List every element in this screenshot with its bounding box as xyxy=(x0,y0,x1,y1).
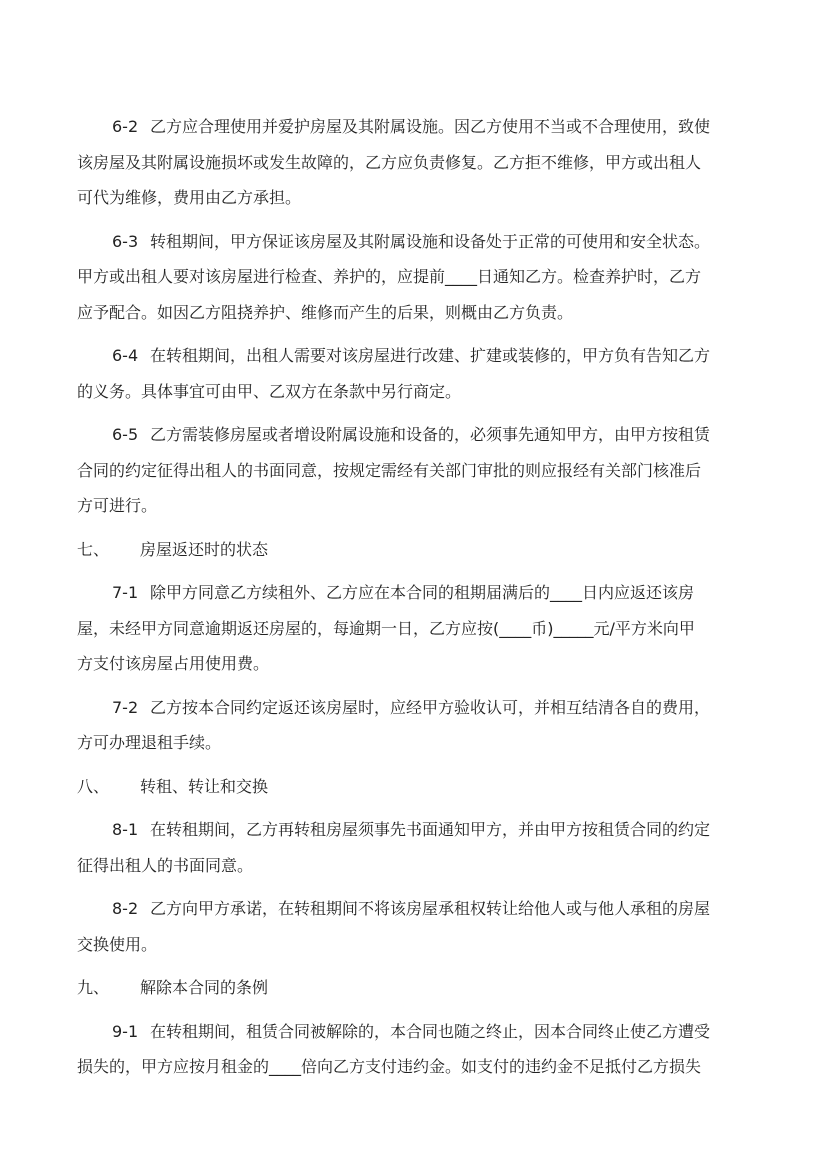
clause-text: 乙方按本合同约定返还该房屋时，应经甲方验收认可，并相互结清各自的费用， xyxy=(150,697,711,717)
clause-number: 7-1 xyxy=(112,583,139,602)
clause-text: 合同的约定征得出租人的书面同意，按规定需经有关部门审批的则应报经有关部门核准后 xyxy=(77,460,702,480)
section-title: 转租、转让和交换 xyxy=(140,776,269,796)
section-number: 七、 xyxy=(77,539,110,559)
clause-text: 方支付该房屋占用使用费。 xyxy=(77,654,270,673)
clause-line xyxy=(77,381,757,403)
clause-first-line xyxy=(112,697,757,719)
clause-text: 乙方应合理使用并爱护房屋及其附属设施。因乙方使用不当或不合理使用，致使 xyxy=(150,117,711,136)
section-number: 九、 xyxy=(77,978,110,997)
clause-number: 6-2 xyxy=(112,117,139,136)
clause-number: 8-2 xyxy=(112,899,139,918)
clause-text: 的义务。具体事宜可由甲、乙双方在条款中另行商定。 xyxy=(77,381,462,401)
clause-text: 乙方需装修房屋或者增设附属设施和设备的，必须事先通知甲方，由甲方按租赁 xyxy=(150,425,711,444)
clause-text: 屋，未经甲方同意逾期返还房屋的，每逾期一日，乙方应按(____币)_____元/平方米向甲 xyxy=(77,618,695,638)
clause-text: 损失的，甲方应按月租金的____倍向乙方支付违约金。如支付的违约金不足抵付乙方损失 xyxy=(77,1057,702,1076)
clause-line xyxy=(77,855,757,877)
clause-text: 方可办理退租手续。 xyxy=(77,733,222,752)
clause-line xyxy=(77,460,757,482)
clause-number: 6-4 xyxy=(112,346,139,365)
clause-line xyxy=(77,653,757,675)
clause-first-line xyxy=(112,1021,757,1043)
clause-first-line xyxy=(112,582,757,604)
clause-first-line xyxy=(112,116,757,138)
clause-text: 乙方向甲方承诺，在转租期间不将该房屋承租权转让给他人或与他人承租的房屋 xyxy=(150,899,711,918)
clause-text: 征得出租人的书面同意。 xyxy=(77,855,254,875)
section-heading xyxy=(77,539,757,561)
clause-line xyxy=(77,187,757,209)
clause-text: 转租期间，甲方保证该房屋及其附属设施和设备处于正常的可使用和安全状态。 xyxy=(150,231,711,251)
clause-number: 7-2 xyxy=(112,697,139,717)
clause-number: 6-5 xyxy=(112,425,139,444)
clause-text: 除甲方同意乙方续租外、乙方应在本合同的租期届满后的____日内应返还该房 xyxy=(150,583,695,602)
clause-first-line xyxy=(112,424,757,446)
clause-text: 在转租期间，租赁合同被解除的，本合同也随之终止，因本合同终止使乙方遭受 xyxy=(150,1021,711,1041)
clause-number: 6-3 xyxy=(112,231,139,251)
clause-line xyxy=(77,618,757,640)
clause-first-line xyxy=(112,231,757,253)
clause-number: 9-1 xyxy=(112,1021,139,1041)
clause-number: 8-1 xyxy=(112,820,139,839)
clause-text: 可代为维修，费用由乙方承担。 xyxy=(77,188,302,207)
clause-first-line xyxy=(112,898,757,920)
clause-text: 交换使用。 xyxy=(77,934,158,954)
section-title: 房屋返还时的状态 xyxy=(140,539,269,559)
clause-line xyxy=(77,934,757,956)
section-heading xyxy=(77,977,757,999)
clause-line xyxy=(77,1056,757,1078)
section-heading xyxy=(77,776,757,798)
section-number: 八、 xyxy=(77,776,110,796)
clause-line xyxy=(77,302,757,324)
clause-text: 甲方或出租人要对该房屋进行检查、养护的，应提前____日通知乙方。检查养护时，乙方 xyxy=(77,267,702,286)
clause-line xyxy=(77,495,757,517)
clause-first-line xyxy=(112,819,757,841)
clause-text: 方可进行。 xyxy=(77,496,158,515)
clause-line xyxy=(77,266,757,288)
clause-first-line xyxy=(112,345,757,367)
clause-line xyxy=(77,152,757,174)
clause-text: 在转租期间，出租人需要对该房屋进行改建、扩建或装修的，甲方负有告知乙方 xyxy=(150,346,711,365)
section-title: 解除本合同的条例 xyxy=(140,978,269,997)
clause-text: 该房屋及其附属设施损坏或发生故障的，乙方应负责修复。乙方拒不维修，甲方或出租人 xyxy=(77,152,702,172)
clause-line xyxy=(77,732,757,754)
clause-text: 在转租期间，乙方再转租房屋须事先书面通知甲方，并由甲方按租赁合同的约定 xyxy=(150,820,711,839)
clause-text: 应予配合。如因乙方阻挠养护、维修而产生的后果，则概由乙方负责。 xyxy=(77,302,574,322)
